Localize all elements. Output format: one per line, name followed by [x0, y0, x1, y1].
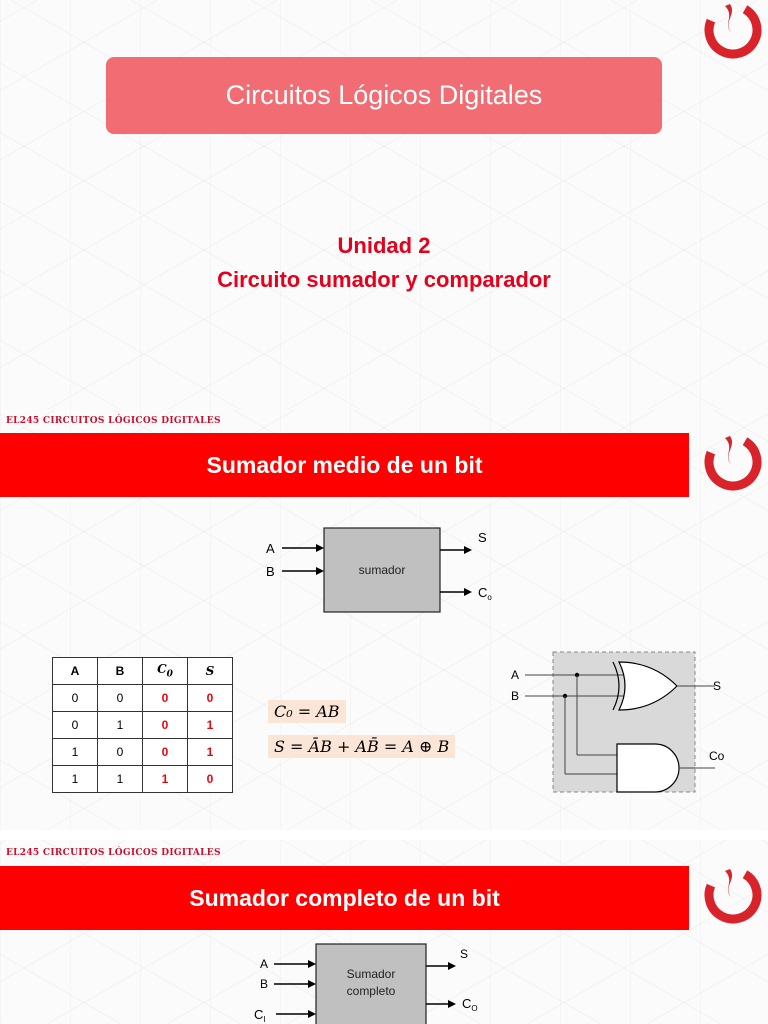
adder-block-label: sumador [358, 563, 406, 577]
truth-table-cell: 1 [188, 712, 233, 739]
input-a-label: A [260, 957, 269, 971]
svg-text:CI [254, 1007, 266, 1024]
full-adder-slide [0, 840, 768, 1024]
truth-table-cell: 0 [188, 766, 233, 793]
half-adder-block-diagram [260, 520, 510, 620]
truth-table-header: A [53, 658, 98, 685]
truth-table [52, 657, 233, 793]
output-c-subscript: o [487, 593, 492, 602]
university-logo-icon [703, 865, 763, 925]
course-label: EL245 CIRCUITOS LÓGICOS DIGITALES [6, 848, 221, 858]
output-s-label: S [478, 530, 487, 545]
full-adder-block-diagram [250, 940, 500, 1024]
truth-table-cell: 0 [143, 685, 188, 712]
truth-table-cell: 1 [188, 739, 233, 766]
truth-table-cell: 0 [143, 739, 188, 766]
truth-table-cell: 0 [98, 685, 143, 712]
course-label: EL245 CIRCUITOS LÓGICOS DIGITALES [6, 416, 221, 426]
truth-table-cell: 0 [53, 712, 98, 739]
svg-text:CO [462, 996, 478, 1013]
full-adder-label-line1: Sumador [346, 967, 396, 981]
carry-equation: C₀ = AB [268, 700, 346, 723]
half-adder-slide [0, 410, 768, 830]
truth-table-cell: 1 [53, 739, 98, 766]
slide-heading: Sumador completo de un bit [0, 866, 689, 930]
truth-table-row [53, 685, 233, 712]
input-ci-subscript: I [263, 1015, 266, 1024]
output-c-subscript: O [471, 1004, 478, 1013]
output-c-label: C [478, 585, 488, 600]
unit-number: Unidad 2 [337, 233, 431, 258]
presentation-title: Circuitos Lógicos Digitales [106, 57, 662, 134]
truth-table-header: S [188, 658, 233, 685]
truth-table-cell: 0 [188, 685, 233, 712]
truth-table-row [53, 712, 233, 739]
truth-table-row [53, 739, 233, 766]
output-s-label: S [460, 947, 469, 961]
truth-table-header-row [53, 658, 233, 685]
gate-output-s-label: S [713, 679, 722, 693]
slide-heading: Sumador medio de un bit [0, 433, 689, 497]
title-slide [0, 0, 768, 410]
input-b-label: B [266, 564, 275, 579]
truth-table-cell: 1 [98, 766, 143, 793]
university-logo-icon [703, 0, 763, 60]
full-adder-label-line2: completo [346, 984, 396, 998]
input-b-label: B [260, 977, 269, 991]
gate-input-a-label: A [511, 668, 520, 682]
university-logo-icon [703, 432, 763, 492]
truth-table-header: B [98, 658, 143, 685]
gate-input-b-label: B [511, 689, 520, 703]
and-gate [617, 744, 679, 792]
unit-topic: Circuito sumador y comparador [217, 267, 551, 292]
truth-table-cell: 0 [143, 712, 188, 739]
input-a-label: A [266, 541, 275, 556]
svg-text:Co [478, 585, 492, 602]
truth-table-cell: 1 [53, 766, 98, 793]
output-c-label: C [462, 996, 472, 1011]
sum-equation: S = ĀB + AB̄ = A ⊕ B [268, 735, 455, 758]
input-ci-label: C [254, 1007, 264, 1022]
truth-table-row [53, 766, 233, 793]
truth-table-header: $C_0$ [143, 658, 188, 685]
truth-table-cell: 1 [143, 766, 188, 793]
truth-table-cell: 0 [53, 685, 98, 712]
gate-output-co-label: Co [709, 749, 725, 763]
half-adder-gate-diagram [505, 648, 745, 798]
truth-table-cell: 1 [98, 712, 143, 739]
truth-table-cell: 0 [98, 739, 143, 766]
